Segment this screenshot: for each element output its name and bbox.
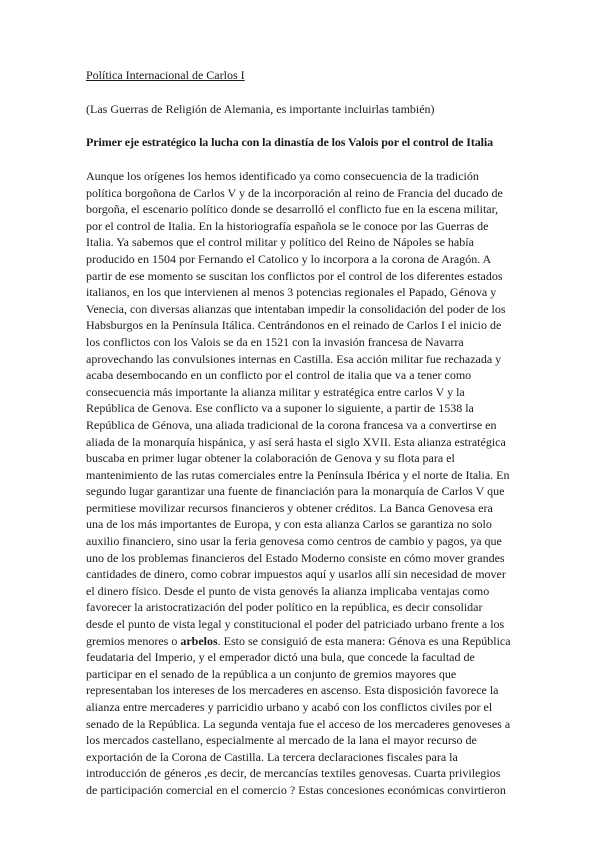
body-bold-term: arbelos xyxy=(180,633,218,648)
body-line: senado de la República. La segunda ventaja fue el acceso de los mercaderes genoveses a xyxy=(86,716,511,731)
body-line: participar en el senado de la república a un conjunto de gremios mayores que xyxy=(86,666,457,681)
body-line: República de Genova. Ese conflicto va a suponer lo siguiente, a partir de 1538 la xyxy=(86,401,474,416)
body-line: cantidades de dinero, como cobrar impuestos aquí y usarlos allí sin necesidad de mover xyxy=(86,567,506,582)
body-line: Venecia, con diversas alianzas que intentaban impedir la consolidación del poder de los xyxy=(86,301,506,316)
body-line: representaban los intereses de los mercaderes en ascenso. Esta disposición favorece la xyxy=(86,683,499,698)
body-line: alianza entre mercaderes y parricidio urbano y acabó con los conflictos civiles por el xyxy=(86,700,493,714)
body-line: favorecer la aristocratización del poder político en la república, es decir consolidar xyxy=(86,600,483,615)
body-line: aliada de la monarquía hispánica, y así será hasta el siglo XVII. Esta alianza estratégica xyxy=(86,434,506,449)
body-line: buscaba en primer lugar obtener la colaboración de Genova y su flota para el xyxy=(86,451,455,466)
body-line-text: . Esto se consiguió de esta manera: Génova es una República xyxy=(217,633,511,648)
body-line: por el control de Italia. En la historiografía española se le conoce por las Guerras de xyxy=(86,218,489,233)
section-heading: Primer eje estratégico la lucha con la dinastía de los Valois por el control de Italia xyxy=(86,135,494,149)
body-line: de participación comercial en el comercio ? Estas concesiones económicas convirtieron xyxy=(86,782,506,797)
body-line: auxilio financiero, sino usar la feria genovesa como centros de cambio y pagos, ya que xyxy=(86,534,502,549)
body-line: los mercados castellano, especialmente al mercado de la lana el mayor recurso de xyxy=(86,733,477,748)
body-line: introducción de géneros ,es decir, de mercancías textiles genovesas. Cuarta privilegios xyxy=(86,766,501,781)
body-line: República de Génova, una aliada tradicional de la corona francesa va a convertirse en xyxy=(86,417,497,432)
body-line: consecuencia más importante la alianza militar y estratégica entre carlos V y la xyxy=(86,384,465,399)
body-line: aprovechando las convulsiones internas en Castilla. Esa acción militar fue rechazada y xyxy=(86,351,502,366)
document-subtitle: (Las Guerras de Religión de Alemania, es importante incluirlas también) xyxy=(86,102,435,116)
body-lines-part-2 xyxy=(86,649,526,798)
body-line: uno de los problemas financieros del Estado Moderno consiste en cómo mover grandes xyxy=(86,550,505,565)
body-line: política borgoñona de Carlos V y de la incorporación al reino de Francia del ducado de xyxy=(86,185,503,200)
body-line: los conflictos con los Valois se da en 1521 con la invasión francesa de Navarra xyxy=(86,334,464,349)
body-line-text: gremios menores o xyxy=(86,633,181,648)
body-line: acaba desembocando en un conflicto por el control de italia que va a tener como xyxy=(86,368,472,383)
body-line: borgoña, el escenario político donde se desarrolló el conflicto fue en la escena militar, xyxy=(86,202,499,217)
body-lines-part-1 xyxy=(86,168,526,633)
body-line: mantenimiento de las rutas comerciales entre la Península Ibérica y el norte de Italia. En xyxy=(86,467,510,482)
body-line: Aunque los orígenes los hemos identificado ya como consecuencia de la tradición xyxy=(86,169,479,183)
body-line: permitiese movilizar recursos financieros y obtener créditos. La Banca Genovesa era xyxy=(86,500,493,515)
body-line xyxy=(86,633,526,650)
body-line: segundo lugar garantizar una fuente de financiación para la monarquía de Carlos V que xyxy=(86,484,505,499)
body-line: Habsburgos en la Península Itálica. Centrándonos en el reinado de Carlos I el inicio de xyxy=(86,318,502,333)
body-line: una de los más importantes de Europa, y con esta alianza Carlos se garantiza no solo xyxy=(86,517,492,532)
body-paragraph xyxy=(86,168,526,799)
body-line: producido en 1504 por Fernando el Catolico y lo incorpora a la corona de Aragón. A xyxy=(86,251,492,266)
body-line: italianos, en los que intervienen al menos 3 potencias regionales el Papado, Génova y xyxy=(86,285,497,300)
body-line: partir de ese momento se suscitan los conflictos por el control de los diferentes estados xyxy=(86,268,503,283)
document-title: Política Internacional de Carlos I xyxy=(86,68,245,82)
body-line: el dinero físico. Desde el punto de vista genovés la alianza implicaba ventajas como xyxy=(86,583,490,598)
body-line: feudataria del Imperio, y el emperador dictó una bula, que concede la facultad de xyxy=(86,650,475,665)
body-line: desde el punto de vista legal y constitucional el poder del patriciado urbano frente a los xyxy=(86,617,505,632)
body-line: Italia. Ya sabemos que el control militar y político del Reino de Nápoles se había xyxy=(86,235,474,250)
body-line: exportación de la Corona de Castilla. La tercera declaraciones fiscales para la xyxy=(86,749,458,764)
